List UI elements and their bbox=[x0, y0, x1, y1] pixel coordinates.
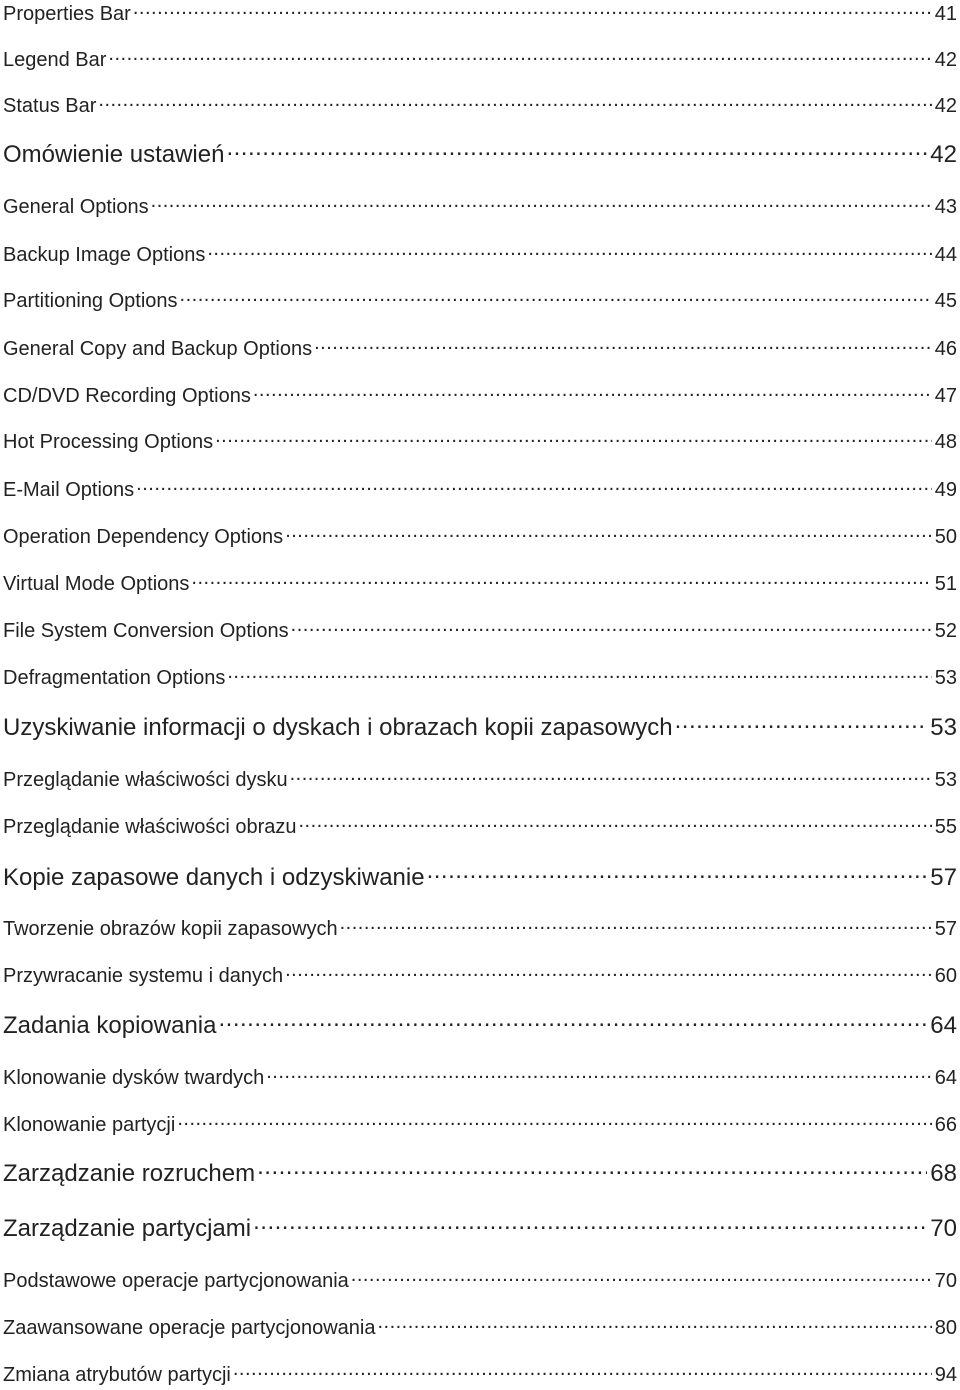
toc-entry-page: 53 bbox=[930, 714, 957, 741]
toc-entry-title: File System Conversion Options bbox=[3, 620, 289, 642]
dot-leader bbox=[108, 46, 931, 66]
dot-leader bbox=[427, 861, 928, 885]
toc-entry[interactable] bbox=[3, 664, 957, 690]
toc-entry[interactable] bbox=[3, 617, 957, 643]
toc-entry-page: 53 bbox=[934, 769, 957, 791]
toc-entry-title: Omówienie ustawień bbox=[3, 141, 225, 168]
toc-entry-page: 70 bbox=[930, 1215, 957, 1242]
dot-leader bbox=[98, 92, 931, 112]
toc-entry-title: Zaawansowane operacje partycjonowania bbox=[3, 1317, 376, 1339]
toc-entry-title: Backup Image Options bbox=[3, 244, 206, 266]
toc-entry-page: 53 bbox=[934, 667, 957, 689]
dot-leader bbox=[151, 193, 932, 213]
toc-entry[interactable] bbox=[3, 813, 957, 839]
table-of-contents bbox=[3, 0, 957, 1390]
dot-leader bbox=[177, 1111, 931, 1131]
toc-entry-page: 70 bbox=[934, 1270, 957, 1292]
toc-entry-title: General Options bbox=[3, 196, 149, 218]
toc-entry-page: 46 bbox=[934, 338, 957, 360]
toc-entry[interactable] bbox=[3, 1267, 957, 1293]
toc-entry-page: 51 bbox=[934, 573, 957, 595]
dot-leader bbox=[266, 1064, 932, 1084]
toc-entry-title: Status Bar bbox=[3, 95, 97, 117]
toc-entry-page: 41 bbox=[934, 3, 957, 25]
toc-entry[interactable] bbox=[3, 428, 957, 454]
dot-leader bbox=[314, 335, 932, 355]
toc-entry[interactable] bbox=[3, 241, 957, 267]
toc-entry-title: Zarządzanie rozruchem bbox=[3, 1160, 256, 1187]
toc-entry[interactable] bbox=[3, 711, 957, 742]
toc-entry[interactable] bbox=[3, 476, 957, 502]
toc-entry-page: 94 bbox=[934, 1364, 957, 1386]
toc-entry[interactable] bbox=[3, 92, 957, 118]
dot-leader bbox=[227, 664, 931, 684]
dot-leader bbox=[226, 138, 927, 162]
toc-entry-page: 49 bbox=[934, 479, 957, 501]
dot-leader bbox=[180, 287, 932, 307]
dot-leader bbox=[351, 1267, 932, 1287]
toc-entry[interactable] bbox=[3, 46, 957, 72]
dot-leader bbox=[253, 1212, 927, 1236]
toc-entry-title: Hot Processing Options bbox=[3, 431, 214, 453]
toc-entry-title: General Copy and Backup Options bbox=[3, 338, 313, 360]
toc-entry-title: Zarządzanie partycjami bbox=[3, 1215, 252, 1242]
toc-entry-page: 64 bbox=[934, 1067, 957, 1089]
dot-leader bbox=[285, 962, 932, 982]
toc-entry-page: 47 bbox=[934, 385, 957, 407]
toc-entry-title: Podstawowe operacje partycjonowania bbox=[3, 1270, 349, 1292]
toc-entry-page: 42 bbox=[930, 141, 957, 168]
dot-leader bbox=[291, 617, 932, 637]
dot-leader bbox=[191, 570, 931, 590]
toc-entry-title: Zadania kopiowania bbox=[3, 1012, 217, 1039]
toc-entry[interactable] bbox=[3, 861, 957, 892]
toc-entry-page: 66 bbox=[934, 1114, 957, 1136]
toc-entry-page: 68 bbox=[930, 1160, 957, 1187]
dot-leader bbox=[290, 766, 932, 786]
toc-entry-page: 57 bbox=[934, 918, 957, 940]
toc-entry[interactable] bbox=[3, 1111, 957, 1137]
toc-entry-title: Zmiana atrybutów partycji bbox=[3, 1364, 231, 1386]
dot-leader bbox=[257, 1157, 927, 1181]
dot-leader bbox=[215, 428, 932, 448]
dot-leader bbox=[253, 382, 932, 402]
toc-entry-title: Uzyskiwanie informacji o dyskach i obrazach kopii zapasowych bbox=[3, 714, 673, 741]
toc-entry[interactable] bbox=[3, 1157, 957, 1188]
toc-entry[interactable] bbox=[3, 915, 957, 941]
toc-entry[interactable] bbox=[3, 287, 957, 313]
dot-leader bbox=[133, 0, 932, 20]
toc-entry-page: 50 bbox=[934, 526, 957, 548]
toc-entry-page: 42 bbox=[934, 49, 957, 71]
toc-entry[interactable] bbox=[3, 138, 957, 169]
toc-entry-title: Properties Bar bbox=[3, 3, 131, 25]
toc-entry-title: Klonowanie dysków twardych bbox=[3, 1067, 265, 1089]
toc-entry-title: Partitioning Options bbox=[3, 290, 178, 312]
toc-entry-title: Klonowanie partycji bbox=[3, 1114, 176, 1136]
toc-entry[interactable] bbox=[3, 193, 957, 219]
toc-entry-title: Virtual Mode Options bbox=[3, 573, 190, 595]
toc-entry-page: 80 bbox=[934, 1317, 957, 1339]
toc-entry-title: Defragmentation Options bbox=[3, 667, 226, 689]
toc-entry[interactable] bbox=[3, 962, 957, 988]
toc-entry-page: 48 bbox=[934, 431, 957, 453]
toc-entry[interactable] bbox=[3, 766, 957, 792]
toc-entry-page: 43 bbox=[934, 196, 957, 218]
toc-entry-page: 52 bbox=[934, 620, 957, 642]
toc-entry-page: 45 bbox=[934, 290, 957, 312]
toc-entry-title: Tworzenie obrazów kopii zapasowych bbox=[3, 918, 338, 940]
dot-leader bbox=[207, 241, 931, 261]
toc-entry-page: 55 bbox=[934, 816, 957, 838]
toc-entry-page: 64 bbox=[930, 1012, 957, 1039]
toc-entry[interactable] bbox=[3, 1314, 957, 1340]
toc-entry-page: 57 bbox=[930, 864, 957, 891]
dot-leader bbox=[340, 915, 932, 935]
dot-leader bbox=[233, 1361, 932, 1381]
toc-entry-title: E-Mail Options bbox=[3, 479, 135, 501]
toc-entry-title: Przeglądanie właściwości obrazu bbox=[3, 816, 297, 838]
toc-entry-page: 44 bbox=[934, 244, 957, 266]
toc-entry-page: 42 bbox=[934, 95, 957, 117]
toc-entry-title: Przeglądanie właściwości dysku bbox=[3, 769, 288, 791]
dot-leader bbox=[136, 476, 932, 496]
toc-entry[interactable] bbox=[3, 335, 957, 361]
dot-leader bbox=[675, 711, 928, 735]
dot-leader bbox=[377, 1314, 931, 1334]
toc-entry[interactable] bbox=[3, 570, 957, 596]
dot-leader bbox=[285, 523, 932, 543]
toc-entry[interactable] bbox=[3, 382, 957, 408]
toc-entry-page: 60 bbox=[934, 965, 957, 987]
toc-entry[interactable] bbox=[3, 1361, 957, 1387]
toc-entry[interactable] bbox=[3, 1064, 957, 1090]
toc-entry-title: Przywracanie systemu i danych bbox=[3, 965, 284, 987]
toc-entry-title: Operation Dependency Options bbox=[3, 526, 284, 548]
toc-entry[interactable] bbox=[3, 523, 957, 549]
toc-entry-title: Legend Bar bbox=[3, 49, 107, 71]
dot-leader bbox=[218, 1009, 927, 1033]
toc-entry-title: Kopie zapasowe danych i odzyskiwanie bbox=[3, 864, 425, 891]
toc-entry[interactable] bbox=[3, 1212, 957, 1243]
toc-entry[interactable] bbox=[3, 1009, 957, 1040]
toc-entry-title: CD/DVD Recording Options bbox=[3, 385, 251, 407]
toc-entry[interactable] bbox=[3, 0, 957, 26]
dot-leader bbox=[298, 813, 931, 833]
